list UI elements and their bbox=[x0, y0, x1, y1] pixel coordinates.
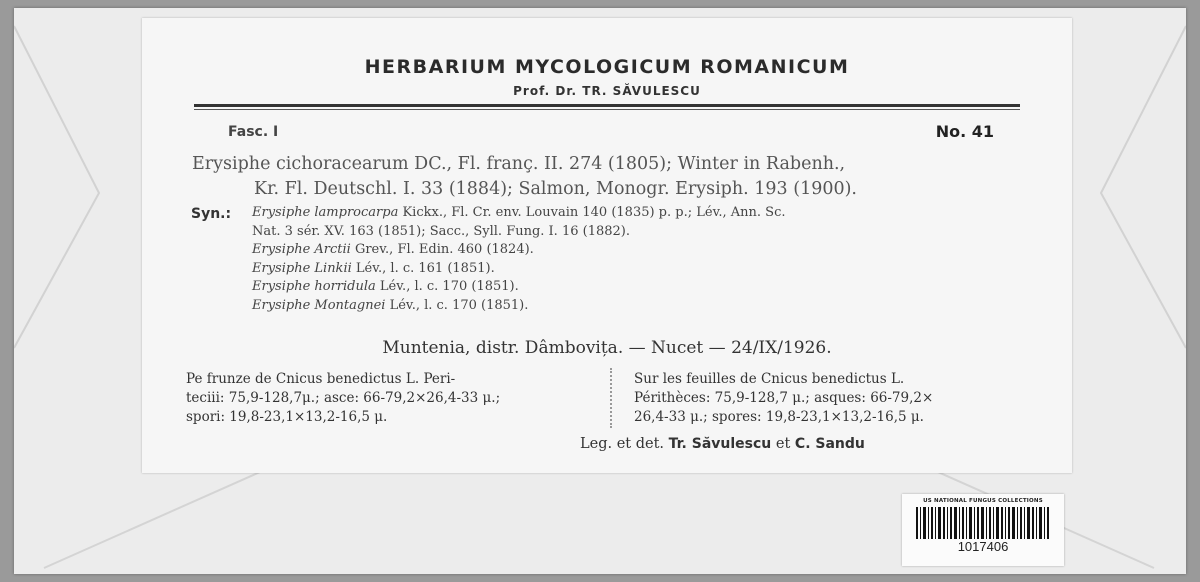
collector-name: Tr. Săvulescu bbox=[668, 436, 772, 452]
barcode-institution: US NATIONAL FUNGUS COLLECTIONS bbox=[923, 498, 1043, 504]
species-citation-line: Erysiphe cichoracearum DC., Fl. franç. II. 274 (1805); Winter in Rabenh., bbox=[192, 154, 846, 174]
description-line: teciii: 75,9-128,7μ.; asce: 66-79,2×26,4-33 μ.; bbox=[186, 390, 501, 406]
romanian-description bbox=[186, 370, 581, 427]
header-rule bbox=[194, 104, 1020, 110]
exsiccata-number: No. 41 bbox=[935, 122, 994, 141]
herbarium-editor: Prof. Dr. TR. SĂVULESCU bbox=[513, 84, 701, 98]
synonym-line: Erysiphe horridula Lév., l. c. 170 (1851). bbox=[252, 279, 519, 294]
synonyms-list bbox=[252, 204, 1042, 315]
synonym-line: Erysiphe lamprocarpa Kickx., Fl. Cr. env. Louvain 140 (1835) p. p.; Lév., Ann. Sc. bbox=[252, 205, 786, 220]
fascicle-number: Fasc. I bbox=[228, 124, 279, 140]
column-divider bbox=[610, 368, 612, 428]
species-citation-line: Kr. Fl. Deutschl. I. 33 (1884); Salmon, Monogr. Erysiph. 193 (1900). bbox=[254, 179, 857, 199]
barcode-number: 1017406 bbox=[957, 539, 1009, 554]
collector-line bbox=[580, 436, 865, 452]
legit-joiner: et bbox=[775, 436, 791, 452]
herbarium-title: HERBARIUM MYCOLOGICUM ROMANICUM bbox=[364, 56, 850, 78]
collector-name: C. Sandu bbox=[794, 436, 865, 452]
french-description bbox=[634, 370, 1034, 427]
collection-locality: Muntenia, distr. Dâmbovița. — Nucet — 24/IX/1926. bbox=[382, 338, 832, 358]
barcode-label bbox=[902, 494, 1064, 566]
description-line: Périthèces: 75,9-128,7 μ.; asques: 66-79,2× bbox=[634, 390, 934, 406]
synonym-line: Erysiphe Linkii Lév., l. c. 161 (1851). bbox=[252, 260, 495, 276]
description-line: Pe frunze de Cnicus benedictus L. Peri- bbox=[186, 371, 456, 387]
legit-prefix: Leg. et det. bbox=[580, 436, 665, 452]
herbarium-envelope bbox=[14, 8, 1186, 574]
species-citation bbox=[192, 152, 1032, 202]
barcode-icon bbox=[914, 507, 1052, 539]
description-line: spori: 19,8-23,1×13,2-16,5 μ. bbox=[186, 409, 388, 425]
synonym-line: Erysiphe Montagnei Lév., l. c. 170 (1851). bbox=[252, 297, 529, 313]
synonym-line: Erysiphe Arctii Grev., Fl. Edin. 460 (1824). bbox=[252, 242, 534, 257]
description-line: 26,4-33 μ.; spores: 19,8-23,1×13,2-16,5 μ. bbox=[634, 409, 924, 425]
synonyms-label: Syn.: bbox=[191, 206, 232, 222]
synonym-line: Nat. 3 sér. XV. 163 (1851); Sacc., Syll. Fung. I. 16 (1882). bbox=[252, 223, 630, 239]
specimen-label bbox=[142, 18, 1072, 473]
description-line: Sur les feuilles de Cnicus benedictus L. bbox=[634, 371, 905, 387]
